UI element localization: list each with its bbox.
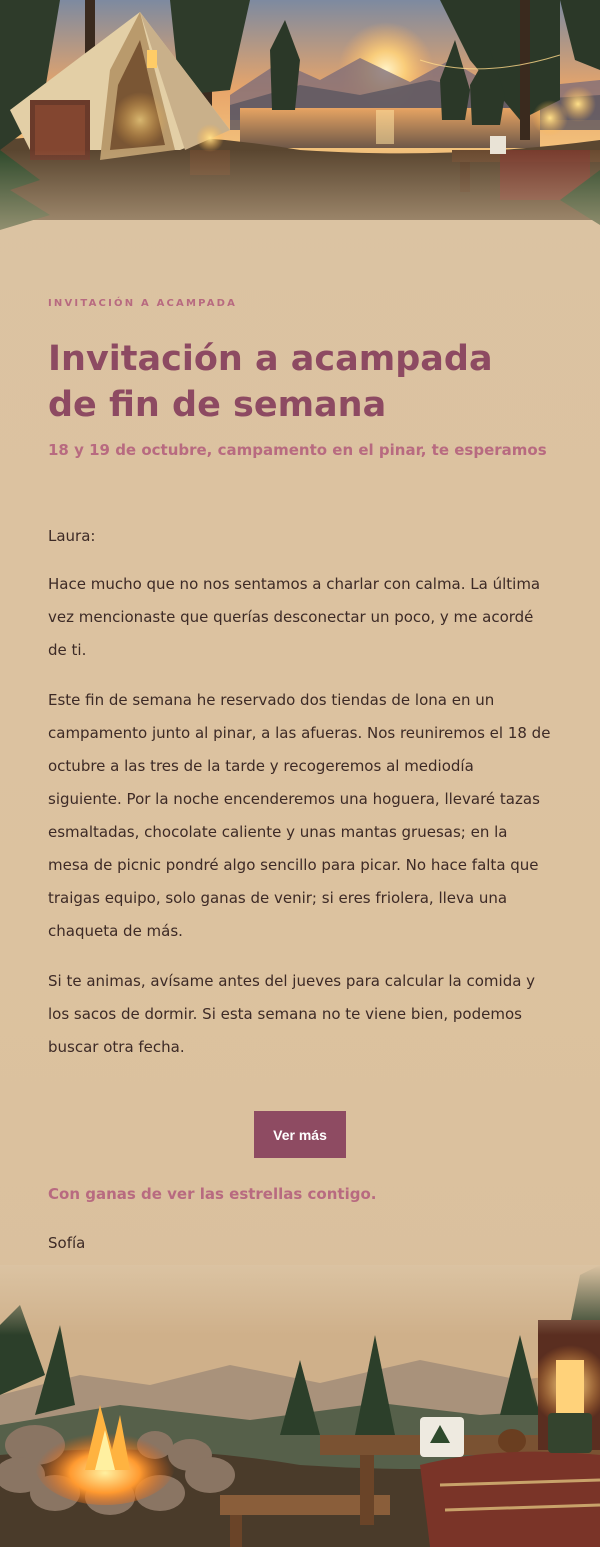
paragraph: Hace mucho que no nos sentamos a charlar con calma. La última vez mencionaste que querías desconectar un poco, y me acordé de ti.: [48, 575, 541, 659]
see-more-button[interactable]: Ver más: [254, 1111, 346, 1158]
eyebrow-label: INVITACIÓN A ACAMPADA: [48, 298, 238, 309]
signature: Sofía: [48, 1234, 86, 1252]
letter-body: [48, 520, 552, 1081]
greeting: Laura:: [48, 527, 96, 545]
closing-line: Con ganas de ver las estrellas contigo.: [48, 1185, 377, 1203]
footer-illustration: [0, 1265, 600, 1547]
paragraph: Si te animas, avísame antes del jueves para calcular la comida y los sacos de dormir. Si esta semana no te viene bien, podemos buscar otra fecha.: [48, 972, 536, 1056]
subtitle: 18 y 19 de octubre, campamento en el pinar, te esperamos: [48, 441, 547, 459]
header-illustration: [0, 0, 600, 290]
page-title: Invitación a acampada de fin de semana: [48, 339, 493, 425]
paragraph: Este fin de semana he reservado dos tiendas de lona en un campamento junto al pinar, a las afueras. Nos reuniremos el 18 de octubre a las tres de la tarde y recogeremos al mediodía siguiente. Por la noche encenderemos una hoguera, llevaré tazas esmaltadas, chocolate caliente y unas mantas gruesas; en la mesa de picnic pondré algo sencillo para picar. No hace falta que traigas equipo, solo ganas de venir; si eres friolera, lleva una chaqueta de más.: [48, 691, 551, 940]
